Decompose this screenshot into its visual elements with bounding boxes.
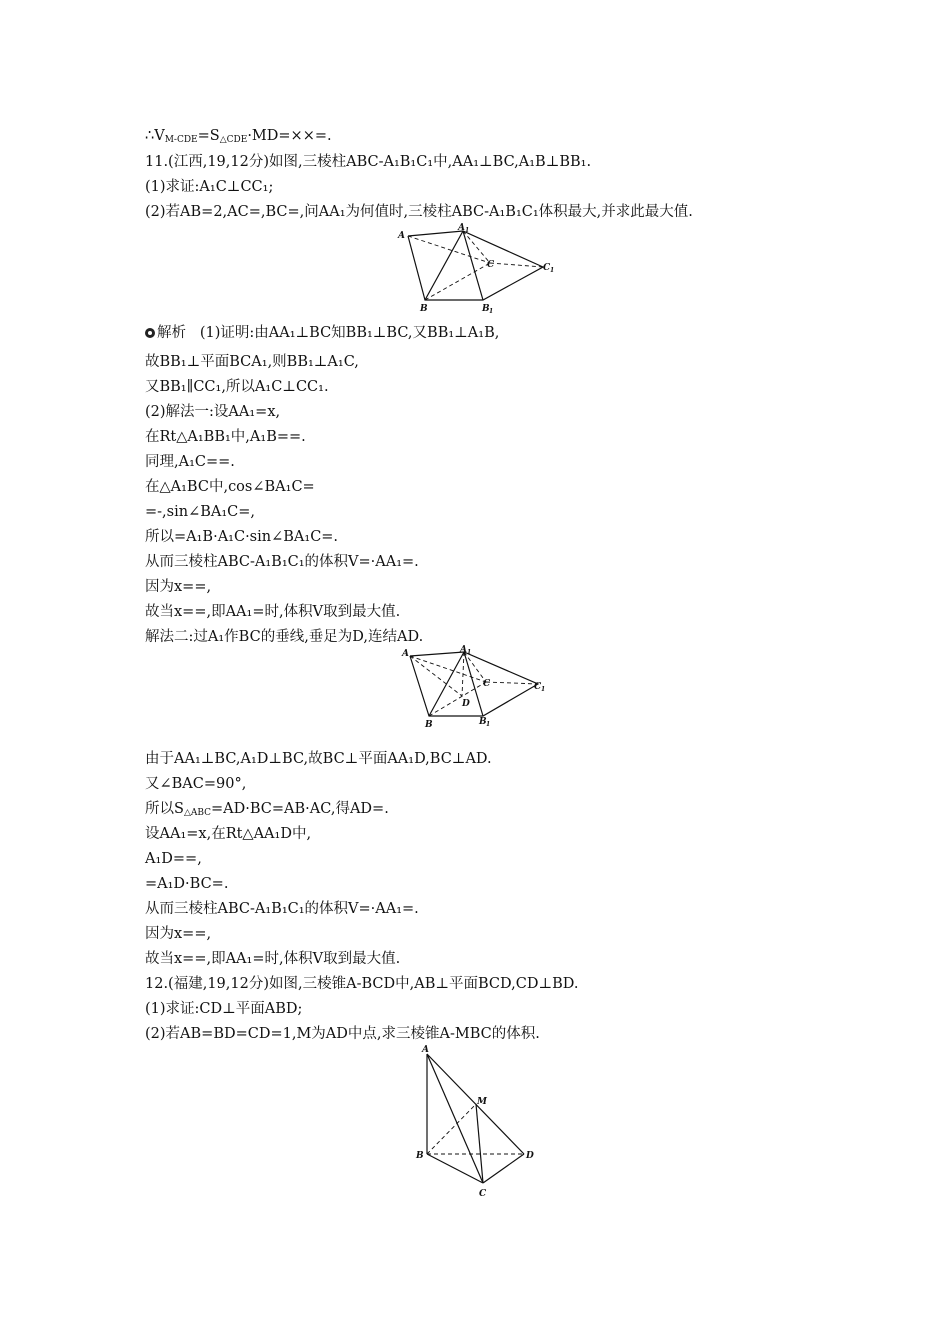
analysis-bullet-icon [145, 328, 155, 338]
label-D: D [526, 1151, 534, 1161]
problem-12-part1: (1)求证:CD⊥平面ABD; [145, 1001, 303, 1017]
svg-text:1: 1 [467, 649, 472, 656]
text-line-06: 故BB₁⊥平面BCA₁,则BB₁⊥A₁C, [145, 354, 359, 370]
svg-text:1: 1 [486, 721, 491, 728]
problem-12-part2: (2)若AB=BD=CD=1,M为AD中点,求三棱锥A-MBC的体积. [145, 1026, 540, 1042]
text-line-15: 因为x==, [145, 579, 212, 595]
text-line-13: 所以=A₁B·A₁C·sin∠BA₁C=. [145, 529, 339, 545]
svg-text:1: 1 [550, 267, 555, 274]
prism-figure-2 [400, 644, 560, 732]
label-C1: C [534, 682, 542, 692]
analysis-line-05: 解析 (1)证明:由AA₁⊥BC知BB₁⊥BC,又BB₁⊥A₁B, [145, 323, 499, 343]
label-B1: B [482, 304, 490, 314]
label-D: D [462, 699, 470, 709]
text-line-14: 从而三棱柱ABC-A₁B₁C₁的体积V=·AA₁=. [145, 554, 419, 570]
label-A: A [402, 649, 409, 659]
text-line-17: 解法二:过A₁作BC的垂线,垂足为D,连结AD. [145, 629, 424, 645]
problem-11-part2: (2)若AB=2,AC=,BC=,问AA₁为何值时,三棱柱ABC-A₁B₁C₁体积最大,并求此最大值. [145, 204, 693, 220]
prism-figure-1 [395, 222, 560, 317]
text-line-11: 在△A₁BC中,cos∠BA₁C= [145, 479, 315, 495]
text-line-18: 由于AA₁⊥BC,A₁D⊥BC,故BC⊥平面AA₁D,BC⊥AD. [145, 751, 492, 767]
problem-12-title: 12.(福建,19,12分)如图,三棱锥A-BCD中,AB⊥平面BCD,CD⊥BD. [145, 976, 579, 992]
svg-text:1: 1 [465, 227, 470, 234]
text-line-12: =-,sin∠BA₁C=, [145, 504, 256, 520]
text-line-23: =A₁D·BC=. [145, 876, 229, 892]
text-line-10: 同理,A₁C==. [145, 454, 235, 470]
svg-text:1: 1 [541, 686, 546, 693]
text-line-07: 又BB₁∥CC₁,所以A₁C⊥CC₁. [145, 379, 329, 395]
svg-text:1: 1 [489, 308, 494, 315]
label-A1: A [458, 223, 465, 233]
text-line-25: 因为x==, [145, 926, 212, 942]
label-C1: C [543, 263, 551, 273]
tetrahedron-figure [410, 1040, 545, 1205]
label-A: A [398, 231, 405, 241]
text-line-21: 设AA₁=x,在Rt△AA₁D中, [145, 826, 312, 842]
text-line-09: 在Rt△A₁BB₁中,A₁B==. [145, 429, 306, 445]
text-line-16: 故当x==,即AA₁=时,体积V取到最大值. [145, 604, 401, 620]
label-M: M [477, 1097, 487, 1107]
label-A1: A [460, 645, 467, 655]
text-line-01: $\therefore V_{M-CDE}=S_{\triangle CDE}\cdot MD=\times\times=$. [145, 128, 332, 145]
text-line-22: A₁D==, [145, 851, 202, 867]
label-B: B [416, 1151, 424, 1161]
text-line-08: (2)解法一:设AA₁=x, [145, 404, 281, 420]
label-B: B [425, 720, 433, 730]
problem-11-title: 11.(江西,19,12分)如图,三棱柱ABC-A₁B₁C₁中,AA₁⊥BC,A₁B⊥BB₁. [145, 154, 592, 170]
label-A: A [422, 1045, 429, 1055]
problem-11-part1: (1)求证:A₁C⊥CC₁; [145, 179, 274, 195]
label-C: C [479, 1189, 487, 1199]
text-line-26: 故当x==,即AA₁=时,体积V取到最大值. [145, 951, 401, 967]
label-C: C [483, 679, 491, 689]
label-B1: B [479, 717, 487, 727]
text-line-19: 又∠BAC=90°, [145, 776, 247, 792]
text-line-24: 从而三棱柱ABC-A₁B₁C₁的体积V=·AA₁=. [145, 901, 419, 917]
text-line-20: 所以$S_{\triangle ABC}=AD\cdot BC=AB\cdot AC$,得AD=. [145, 801, 389, 818]
label-B: B [420, 304, 428, 314]
label-C: C [487, 260, 495, 270]
analysis-label: 解析 [157, 325, 186, 341]
